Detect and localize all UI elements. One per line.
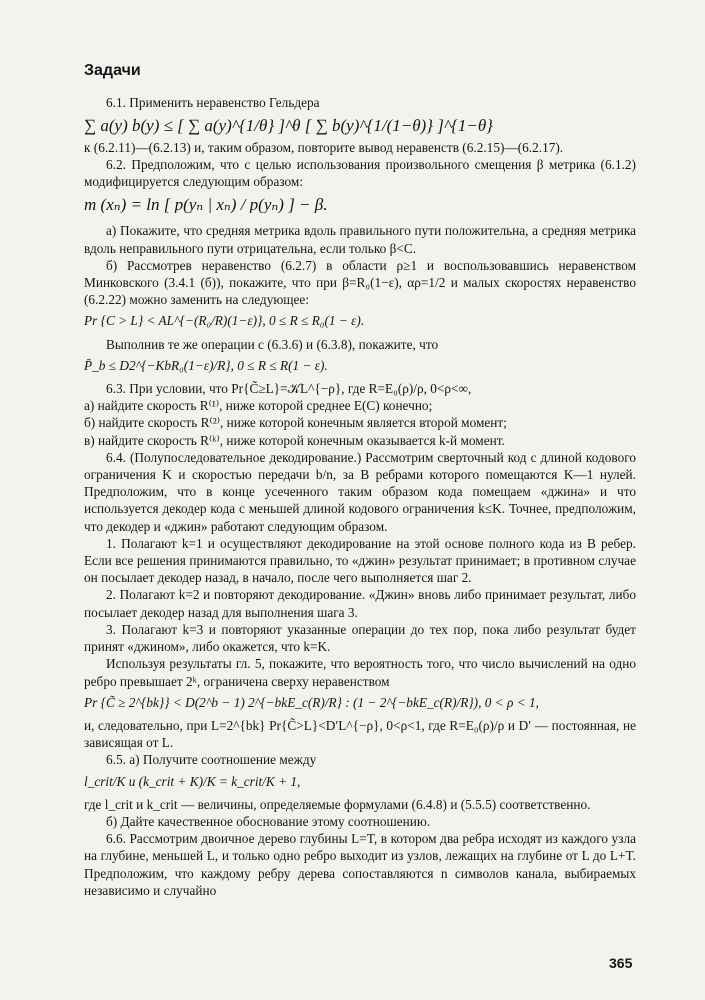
problem-6-3-part-c: в) найдите скорость R⁽ᵏ⁾, ниже которой конечным оказывается k-й момент. (84, 432, 505, 448)
problem-6-5-text: где l_crit и k_crit — величины, определяемые формулами (6.4.8) и (5.5.5) соответственно. (84, 796, 591, 812)
problem-6-2-part-c: Выполнив те же операции с (6.3.6) и (6.3.8), покажите, что (106, 336, 439, 352)
problem-6-3-part-a: а) найдите скорость R⁽¹⁾, ниже которой среднее E(C) конечно; (84, 398, 433, 414)
problem-6-4-step-3: 3. Полагают k=3 и повторяют указанные операции до тех пор, пока либо результат будет принят «джином», либо окажется, что k=K. (84, 621, 636, 655)
problem-6-4-intro: 6.4. (Полупоследовательное декодирование.) Рассмотрим сверточный код с длиной кодового ограничения K и скоростью передачи b/n, за B ребрами которого помещаются K—1 нулей. Предположим, что в конце усеченного таким образом кода помещаем «джина» и что используется декодер кода с меньшей длиной кодового ограничения k≤K. Точнее, предположим, что декодер и «джин» работают следующим образом. (84, 449, 636, 534)
formula-pb-bound: P̄_b ≤ D2^{−KbR₀(1−ε)/R}, 0 ≤ R ≤ R(1 − ε). (84, 357, 328, 373)
problem-6-4-step-2: 2. Полагают k=2 и повторяют декодирование. «Джин» вновь либо принимает результат, либо посылает декодер назад для выполнения шага 3. (84, 587, 636, 620)
problem-6-4-step-1: 1. Полагают k=1 и осуществляют декодирование на этой основе полного кода из B ребер. Если все решения принимаются правильно, то «джин» результат принимает; в противном случае он посылает декодер назад, в начало, после чего выполняется шаг 2. (84, 535, 636, 586)
problem-6-1-text: к (6.2.11)—(6.2.13) и, таким образом, повторите вывод неравенств (6.2.15)—(6.2.17). (84, 139, 564, 155)
problem-6-5-part-b: б) Дайте качественное обоснование этому соотношению. (106, 813, 431, 829)
problem-6-2-intro: 6.2. Предположим, что с целью использования произвольного смещения β метрика (6.1.2) модифицируется следующим образом: (84, 156, 636, 190)
formula-holder-inequality: ∑ a(y) b(y) ≤ [ ∑ a(y)^{1/θ} ]^θ [ ∑ b(y)^{1/(1−θ)} ]^{1−θ} (84, 117, 493, 135)
page-body (84, 55, 636, 899)
formula-metric: m (xₙ) = ln [ p(yₙ | xₙ) / p(yₙ) ] − β. (84, 196, 328, 214)
problem-6-3-part-b: б) найдите скорость R⁽²⁾, ниже которой конечным является второй момент; (84, 415, 507, 431)
section-heading: Задачи (84, 62, 141, 79)
formula-pr-bound: Pr {C > L} < AL^{−(R₀/R)(1−ε)}, 0 ≤ R ≤ R₀(1 − ε). (84, 313, 365, 329)
problem-6-2-part-b: б) Рассмотрев неравенство (6.2.7) в области ρ≥1 и воспользовавшись неравенством Минковского (3.4.1 (б)), покажите, что при β=R₀(1−ε), αρ=1/2 и малых скоростях неравенство (6.2.22) можно заменить на следующее: (84, 257, 636, 308)
problem-6-4-text: Используя результаты гл. 5, покажите, что вероятность того, что число вычислений на одно ребро превышает 2ᵏ, ограничена сверху неравенством (84, 656, 636, 689)
page-number: 365 (609, 955, 633, 971)
problem-6-6-intro: 6.6. Рассмотрим двоичное дерево глубины L=T, в котором два ребра исходят из каждого узла на глубине, меньшей L, и только одно ребро выходит из узлов, лежащих на глубине от L до L+T. Предположим, что каждому ребру дерева сопоставляются n символов канала, выбираемых независимо и случайно (84, 831, 636, 898)
problem-6-3-intro: 6.3. При условии, что Pr{C̃≥L}=𝒦L^{−ρ}, где R=E₀(ρ)/ρ, 0<ρ<∞, (106, 381, 472, 397)
problem-6-1-intro: 6.1. Применить неравенство Гельдера (106, 95, 320, 111)
formula-lcrit: l_crit/K и (k_crit + K)/K = k_crit/K + 1, (84, 773, 301, 789)
problem-6-4-conclusion: и, следовательно, при L=2^{bk} Pr{C̃>L}<D′L^{−ρ}, 0<ρ<1, где R=E₀(ρ)/ρ и D′ — постоянная, не зависящая от L. (84, 717, 636, 751)
problem-6-2-part-a: а) Покажите, что средняя метрика вдоль правильного пути положительна, а средняя метрика вдоль неправильного пути отрицательна, если только β<C. (84, 223, 636, 256)
formula-computation-bound: Pr {C̃ ≥ 2^{bk}} < D(2^b − 1) 2^{−bkE_c(R)/R} : (1 − 2^{−bkE_c(R)/R}), 0 < ρ < 1, (84, 694, 539, 710)
problem-6-5-intro: 6.5. а) Получите соотношение между (106, 752, 317, 768)
